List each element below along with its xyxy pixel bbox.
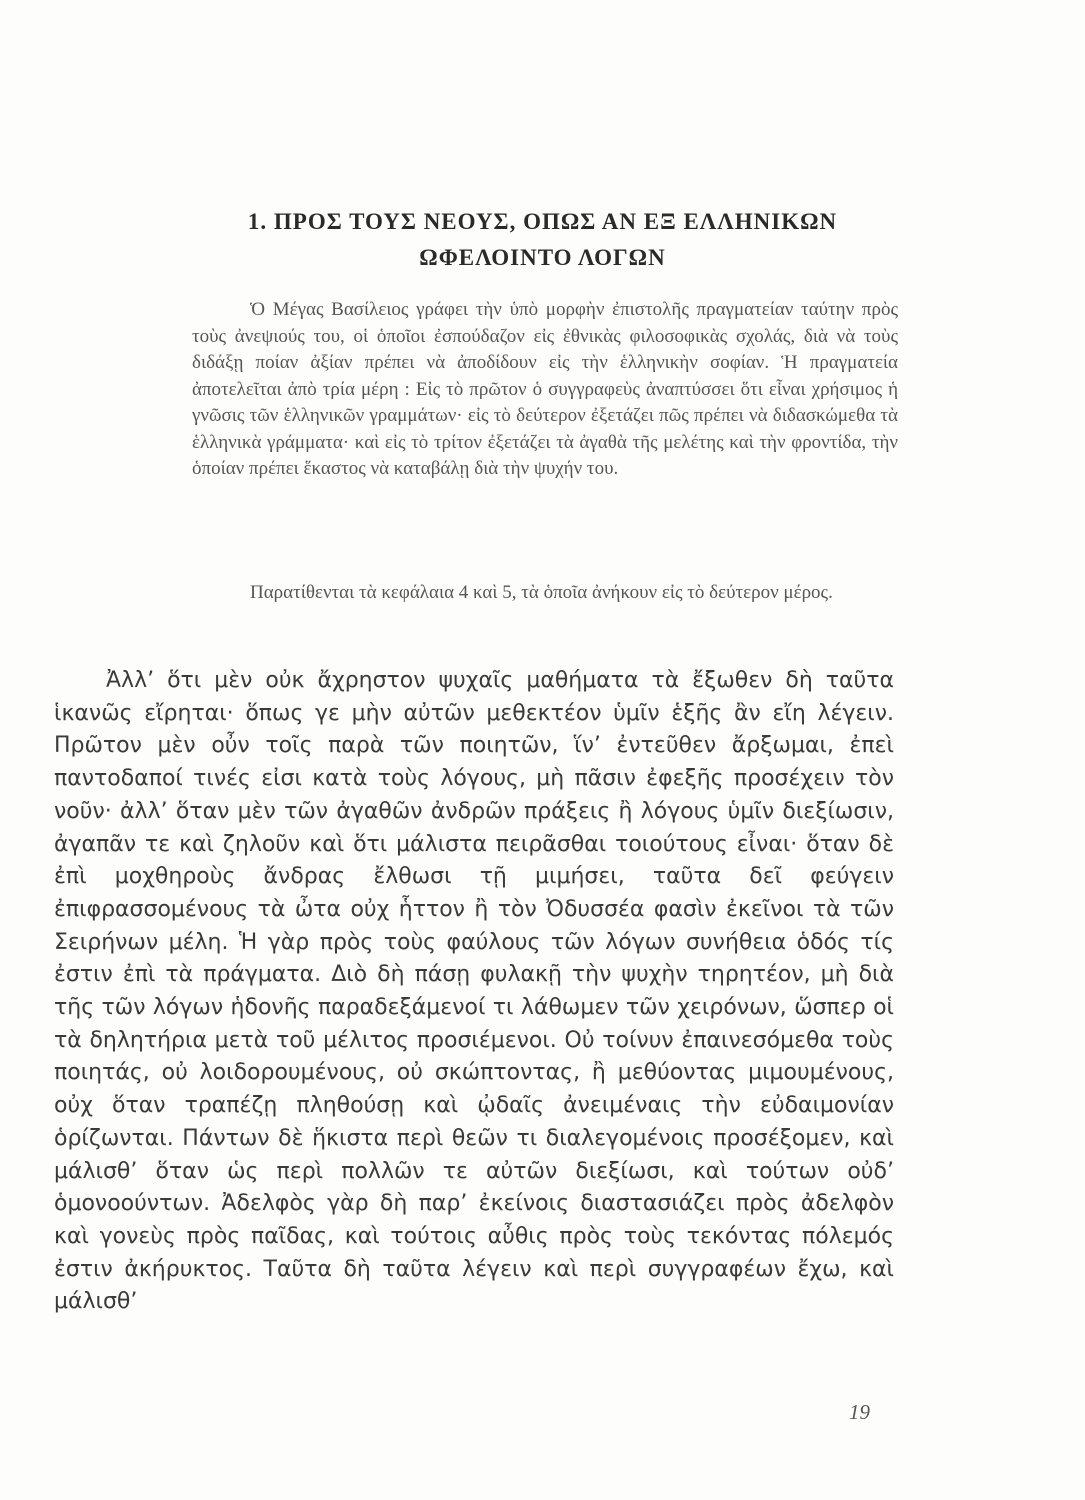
intro-paragraph-2: Παρατίθενται τὰ κεφάλαια 4 καὶ 5, τὰ ὁποῖα ἀνήκουν εἰς τὸ δεύτερον μέρος. (250, 582, 833, 603)
main-greek-text (54, 665, 894, 1319)
page-number: 19 (849, 1400, 870, 1424)
chapter-title-line-2: ΩΦΕΛΟΙΝΤΟ ΛΟΓΩΝ (419, 245, 666, 270)
main-text-paragraph: Ἀλλ’ ὅτι μὲν οὐκ ἄχρηστον ψυχαῖς μαθήματα τὰ ἔξωθεν δὴ ταῦτα ἱκανῶς εἴρηται· ὅπως γε μὴν αὐτῶν μεθεκτέον ὑμῖν ἑξῆς ἂν εἴη λέγειν. Πρῶτον μὲν οὖν τοῖς παρὰ τῶν ποιητῶν, ἵν’ ἐντεῦθεν ἄρξωμαι, ἐπεὶ παντοδαποί τινές εἰσι κατὰ τοὺς λόγους, μὴ πᾶσιν ἐφεξῆς προσέχειν τὸν νοῦν· ἀλλ’ ὅταν μὲν τῶν ἀγαθῶν ἀνδρῶν πράξεις ἢ λόγους ὑμῖν διεξίωσιν, ἀγαπᾶν τε καὶ ζηλοῦν καὶ ὅτι μάλιστα πειρᾶσθαι τοιούτους εἶναι· ὅταν δὲ ἐπὶ μοχθηροὺς ἄνδρας ἔλθωσι τῇ μιμήσει, ταῦτα δεῖ φεύγειν ἐπιφρασσομένους τὰ ὦτα οὐχ ἧττον ἢ τὸν Ὀδυσσέα φασὶν ἐκεῖνοι τὰ τῶν Σειρήνων μέλη. Ἡ γὰρ πρὸς τοὺς φαύλους τῶν λόγων συνήθεια ὁδός τίς ἐστιν ἐπὶ τὰ πράγματα. Διὸ δὴ πάσῃ φυλακῇ τὴν ψυχὴν τηρητέον, μὴ διὰ τῆς τῶν λόγων ἡδονῆς παραδεξάμενοί τι λάθωμεν τῶν χειρόνων, ὥσπερ οἱ τὰ δηλητήρια μετὰ τοῦ μέλιτος προσιέμενοι. Οὐ τοίνυν ἐπαινεσόμεθα τοὺς ποιητάς, οὐ λοιδορουμένους, οὐ σκώπτοντας, ἢ μεθύοντας μιμουμένους, οὐχ ὅταν τραπέζῃ πληθούσῃ καὶ ᾠδαῖς ἀνειμέναις τὴν εὐδαιμονίαν ὁρίζωνται. Πάντων δὲ ἥκιστα περὶ θεῶν τι διαλεγομένοις προσέξομεν, καὶ μάλισθ’ ὅταν ὡς περὶ πολλῶν τε αὐτῶν διεξίωσι, καὶ τούτων οὐδ’ ὁμονοούντων. Ἀδελφὸς γὰρ δὴ παρ’ ἐκείνοις διαστασιάζει πρὸς ἀδελφὸν καὶ γονεὺς πρὸς παῖδας, καὶ τούτοις αὖθις πρὸς τοὺς τεκόντας πόλεμός ἐστιν ἀκήρυκτος. Ταῦτα δὴ ταῦτα λέγειν καὶ περὶ συγγραφέων ἔχω, καὶ μάλισθ’ (54, 668, 894, 1315)
intro-note (192, 580, 898, 607)
intro-paragraph-1: Ὁ Μέγας Βασίλειος γράφει τὴν ὑπὸ μορφὴν ἐπιστολῆς πραγματείαν ταύτην πρὸς τοὺς ἀνεψιούς του, οἱ ὁποῖοι ἐσπούδαζον εἰς ἐθνικὰς φιλοσοφικὰς σχολάς, διὰ νὰ τοὺς διδάξῃ ποίαν ἀξίαν πρέπει νὰ ἀποδίδουν εἰς τὴν ἑλληνικὴν σοφίαν. Ἡ πραγματεία ἀποτελεῖται ἀπὸ τρία μέρη : Εἰς τὸ πρῶτον ὁ συγγραφεὺς ἀναπτύσσει ὅτι εἶναι χρήσιμος ἡ γνῶσις τῶν ἑλληνικῶν γραμμάτων· εἰς τὸ δεύτερον ἐξετάζει πῶς πρέπει νὰ διδασκώμεθα τὰ ἑλληνικὰ γράμματα· καὶ εἰς τὸ τρίτον ἐξετάζει τὰ ἀγαθὰ τῆς μελέτης καὶ τὴν φροντίδα, τὴν ὁποίαν πρέπει ἕκαστος νὰ καταβάλῃ διὰ τὴν ψυχήν του. (192, 299, 898, 479)
intro-summary (192, 297, 898, 483)
chapter-title-line-1: 1. ΠΡΟΣ ΤΟΥΣ ΝΕΟΥΣ, ΟΠΩΣ ΑΝ ΕΞ ΕΛΛΗΝΙΚΩΝ (247, 209, 838, 234)
